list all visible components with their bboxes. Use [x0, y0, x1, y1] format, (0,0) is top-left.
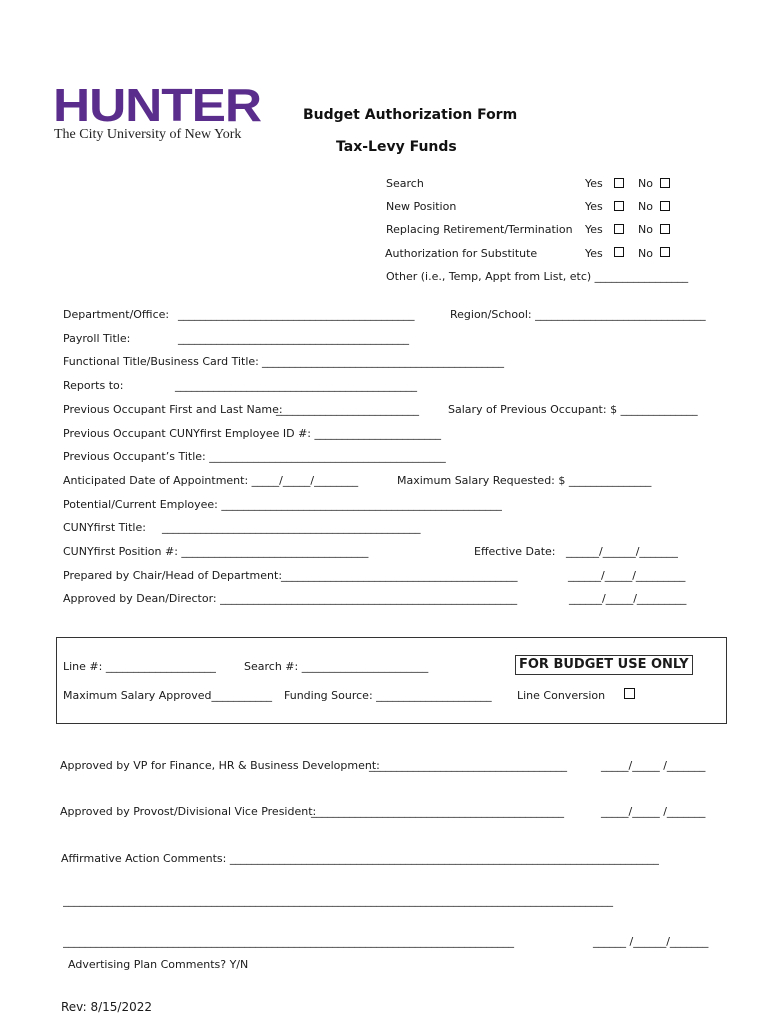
payroll-title-field[interactable]: __________________________________________: [178, 332, 409, 345]
revision-date: Rev: 8/15/2022: [61, 1000, 153, 1014]
functional-title-field[interactable]: ____________________________________________: [262, 355, 504, 368]
affirmative-action-field[interactable]: Affirmative Action Comments: ______________________________________________________________________________: [61, 852, 659, 865]
cunyfirst-title-field[interactable]: _______________________________________________: [162, 521, 421, 534]
option-substitute-yes-label: Yes: [585, 247, 603, 260]
previous-salary-field[interactable]: Salary of Previous Occupant: $ ______________: [448, 403, 698, 416]
budget-use-box: [56, 637, 727, 724]
search-number-field[interactable]: Search #: _______________________: [244, 660, 429, 673]
option-substitute-label: Authorization for Substitute: [385, 247, 538, 260]
option-search-no-checkbox[interactable]: [660, 178, 670, 188]
provost-approval-signature-field[interactable]: ______________________________________________: [311, 805, 564, 818]
comment-line[interactable]: __________________________________________________________________________________: [63, 935, 514, 948]
option-replacing-yes-checkbox[interactable]: [614, 224, 624, 234]
advertising-plan-label: Advertising Plan Comments? Y/N: [68, 958, 249, 971]
comment-date-field[interactable]: ______ /______/_______: [593, 935, 709, 948]
option-new-position-no-checkbox[interactable]: [660, 201, 670, 211]
max-salary-approved-field[interactable]: Maximum Salary Approved___________: [63, 689, 273, 702]
previous-occupant-id-field[interactable]: Previous Occupant CUNYfirst Employee ID #: _______________________: [63, 427, 441, 440]
option-search-no-label: No: [638, 177, 653, 190]
option-new-position-label: New Position: [386, 200, 457, 213]
prepared-by-label: Prepared by Chair/Head of Department:: [63, 569, 283, 582]
option-replacing-label: Replacing Retirement/Termination: [386, 223, 573, 236]
hunter-logo: HUNTER: [53, 79, 261, 131]
option-new-position-no-label: No: [638, 200, 653, 213]
vp-approval-label: Approved by VP for Finance, HR & Business Development:: [60, 759, 380, 772]
effective-date-label: Effective Date:: [474, 545, 556, 558]
region-field[interactable]: Region/School: _______________________________: [450, 308, 706, 321]
other-field[interactable]: Other (i.e., Temp, Appt from List, etc) _________________: [386, 270, 689, 283]
option-new-position-yes-checkbox[interactable]: [614, 201, 624, 211]
vp-approval-date-field[interactable]: _____/_____ /_______: [601, 759, 706, 772]
option-search-label: Search: [386, 177, 424, 190]
line-conversion-label: Line Conversion: [517, 689, 606, 702]
option-substitute-no-checkbox[interactable]: [660, 247, 670, 257]
functional-title-label: Functional Title/Business Card Title:: [63, 355, 259, 368]
provost-approval-label: Approved by Provost/Divisional Vice President:: [60, 805, 317, 818]
previous-occupant-name-field[interactable]: __________________________: [276, 403, 419, 416]
previous-occupant-title-field[interactable]: Previous Occupant’s Title: ___________________________________________: [63, 450, 446, 463]
option-substitute-no-label: No: [638, 247, 653, 260]
line-number-field[interactable]: Line #: ____________________: [63, 660, 216, 673]
prepared-by-field[interactable]: ___________________________________________: [281, 569, 518, 582]
option-replacing-no-label: No: [638, 223, 653, 236]
form-subtitle: Tax-Levy Funds: [336, 139, 457, 155]
option-new-position-yes-label: Yes: [585, 200, 603, 213]
funding-source-field[interactable]: Funding Source: _____________________: [284, 689, 492, 702]
cunyfirst-position-field[interactable]: CUNYfirst Position #: __________________________________: [63, 545, 369, 558]
provost-approval-date-field[interactable]: _____/_____ /_______: [601, 805, 706, 818]
option-replacing-yes-label: Yes: [585, 223, 603, 236]
cunyfirst-title-label: CUNYfirst Title:: [63, 521, 146, 534]
line-conversion-checkbox[interactable]: [624, 688, 635, 699]
potential-employee-field[interactable]: Potential/Current Employee: ___________________________________________________: [63, 498, 502, 511]
effective-date-field[interactable]: ______/______/_______: [566, 545, 678, 558]
max-salary-requested-field[interactable]: Maximum Salary Requested: $ _______________: [397, 474, 652, 487]
department-field[interactable]: ___________________________________________: [178, 308, 415, 321]
comment-line[interactable]: ____________________________________________________________________________________________________: [63, 894, 613, 907]
appointment-date-field[interactable]: Anticipated Date of Appointment: _____/_____/________: [63, 474, 359, 487]
option-substitute-yes-checkbox[interactable]: [614, 247, 624, 257]
approved-dean-field[interactable]: Approved by Dean/Director: ______________________________________________________: [63, 592, 518, 605]
option-replacing-no-checkbox[interactable]: [660, 224, 670, 234]
logo-subtitle: The City University of New York: [54, 127, 242, 142]
budget-use-only-heading: FOR BUDGET USE ONLY: [515, 655, 693, 675]
vp-approval-signature-field[interactable]: ____________________________________: [369, 759, 567, 772]
option-search-yes-checkbox[interactable]: [614, 178, 624, 188]
form-title: Budget Authorization Form: [303, 107, 518, 123]
approved-dean-date-field[interactable]: ______/_____/_________: [569, 592, 687, 605]
reports-to-label: Reports to:: [63, 379, 124, 392]
prepared-date-field[interactable]: ______/_____/_________: [568, 569, 686, 582]
department-label: Department/Office:: [63, 308, 170, 321]
reports-to-field[interactable]: ____________________________________________: [175, 379, 417, 392]
payroll-title-label: Payroll Title:: [63, 332, 131, 345]
option-search-yes-label: Yes: [585, 177, 603, 190]
previous-occupant-name-label: Previous Occupant First and Last Name:: [63, 403, 283, 416]
